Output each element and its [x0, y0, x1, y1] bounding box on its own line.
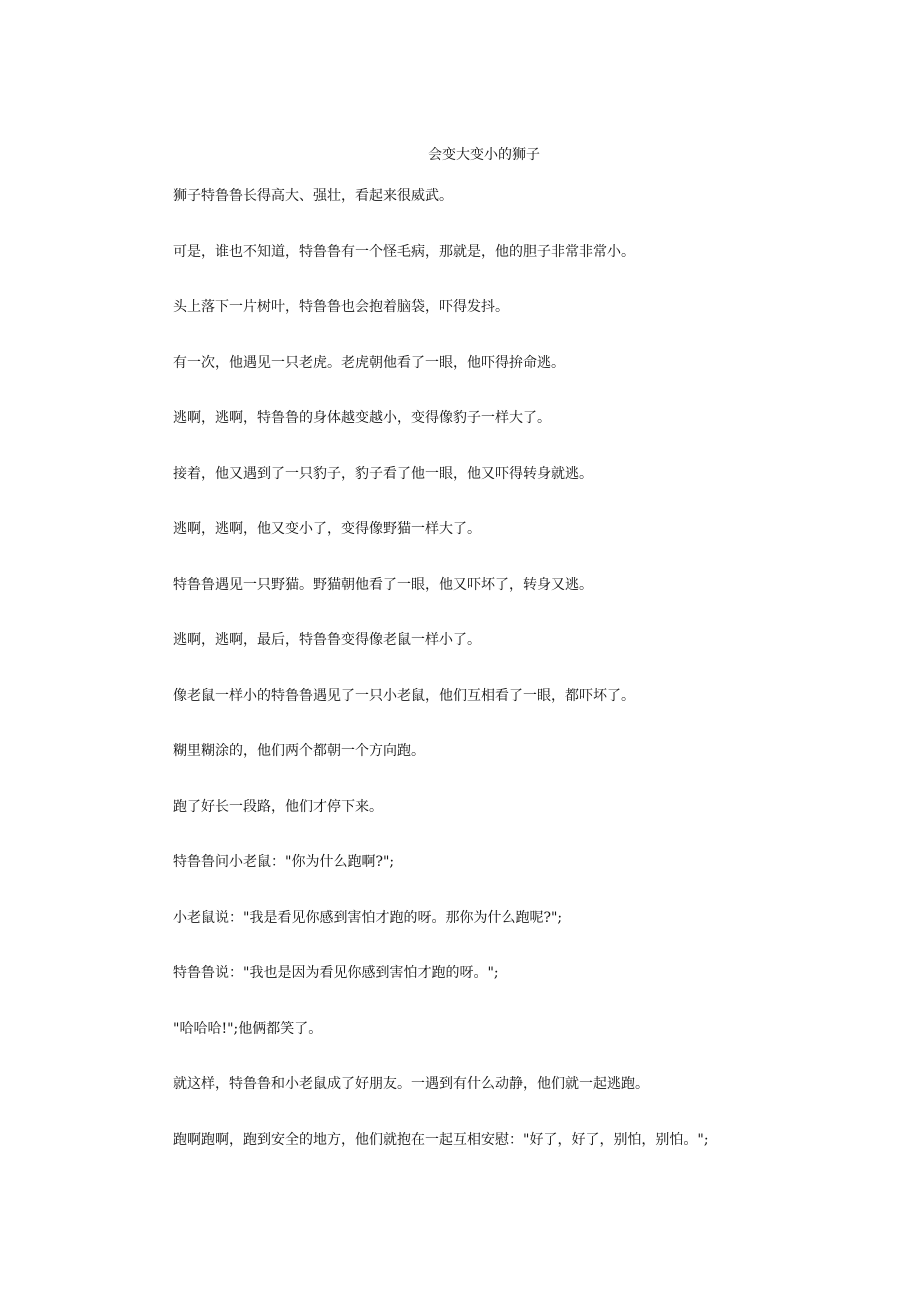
- paragraph: 糊里糊涂的，他们两个都朝一个方向跑。: [173, 743, 425, 759]
- paragraph: 就这样，特鲁鲁和小老鼠成了好朋友。一遇到有什么动静，他们就一起逃跑。: [173, 1076, 649, 1092]
- paragraph: 像老鼠一样小的特鲁鲁遇见了一只小老鼠，他们互相看了一眼，都吓坏了。: [173, 687, 635, 704]
- paragraph: 有一次，他遇见一只老虎。老虎朝他看了一眼，他吓得拚命逃。: [173, 354, 565, 371]
- paragraph: 跑了好长一段路，他们才停下来。: [173, 798, 383, 815]
- paragraph: 小老鼠说："我是看见你感到害怕才跑的呀。那你为什么跑呢?";: [173, 909, 563, 926]
- document-title: 会变大变小的狮子: [428, 147, 540, 163]
- paragraph: 特鲁鲁问小老鼠："你为什么跑啊?";: [173, 854, 395, 870]
- document-body: [145, 183, 787, 1182]
- paragraph: 特鲁鲁遇见一只野猫。野猫朝他看了一眼，他又吓坏了，转身又逃。: [173, 576, 593, 593]
- paragraph: 接着，他又遇到了一只豹子，豹子看了他一眼，他又吓得转身就逃。: [173, 465, 593, 482]
- paragraph: 逃啊，逃啊，最后，特鲁鲁变得像老鼠一样小了。: [173, 632, 481, 648]
- paragraph: 跑啊跑啊，跑到安全的地方，他们就抱在一起互相安慰："好了，好了，别怕，别怕。";: [173, 1131, 709, 1148]
- paragraph: 狮子特鲁鲁长得高大、强壮，看起来很威武。: [173, 188, 453, 204]
- paragraph: "哈哈哈!";他俩都笑了。: [173, 1020, 323, 1037]
- paragraph: 逃啊，逃啊，特鲁鲁的身体越变越小，变得像豹子一样大了。: [173, 410, 551, 426]
- paragraph: 逃啊，逃啊，他又变小了，变得像野猫一样大了。: [173, 521, 481, 537]
- paragraph: 可是，谁也不知道，特鲁鲁有一个怪毛病，那就是，他的胆子非常非常小。: [173, 243, 635, 260]
- paragraph: 特鲁鲁说："我也是因为看见你感到害怕才跑的呀。";: [173, 965, 499, 981]
- paragraph: 头上落下一片树叶，特鲁鲁也会抱着脑袋，吓得发抖。: [173, 299, 509, 315]
